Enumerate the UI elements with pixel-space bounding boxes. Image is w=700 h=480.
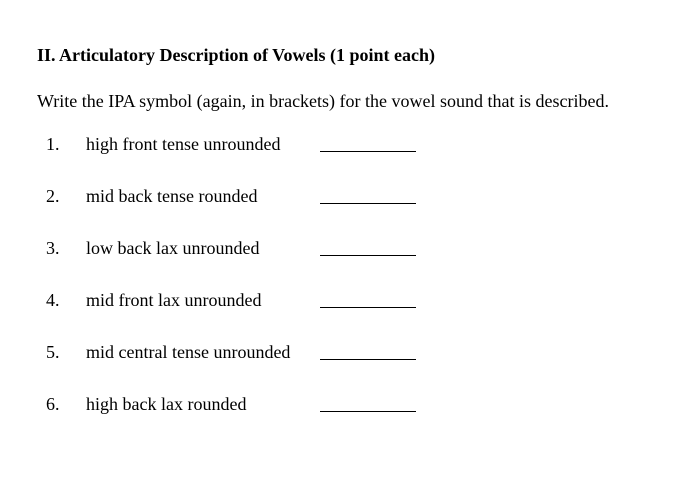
question-item bbox=[0, 394, 700, 420]
question-number: 4. bbox=[46, 290, 60, 310]
answer-blank[interactable] bbox=[320, 307, 416, 308]
question-number: 5. bbox=[46, 342, 60, 362]
answer-blank[interactable] bbox=[320, 359, 416, 360]
answer-blank[interactable] bbox=[320, 255, 416, 256]
question-item bbox=[0, 238, 700, 264]
question-number: 2. bbox=[46, 186, 60, 206]
question-description: mid front lax unrounded bbox=[86, 290, 262, 310]
answer-blank[interactable] bbox=[320, 411, 416, 412]
question-item bbox=[0, 342, 700, 368]
question-description: high back lax rounded bbox=[86, 394, 247, 414]
question-description: low back lax unrounded bbox=[86, 238, 260, 258]
instructions-text: Write the IPA symbol (again, in brackets) for the vowel sound that is described. bbox=[37, 91, 609, 111]
answer-blank[interactable] bbox=[320, 203, 416, 204]
question-description: mid back tense rounded bbox=[86, 186, 258, 206]
question-description: mid central tense unrounded bbox=[86, 342, 291, 362]
question-description: high front tense unrounded bbox=[86, 134, 281, 154]
question-item bbox=[0, 134, 700, 160]
question-number: 6. bbox=[46, 394, 60, 414]
question-number: 1. bbox=[46, 134, 60, 154]
question-number: 3. bbox=[46, 238, 60, 258]
question-item bbox=[0, 186, 700, 212]
section-heading: II. Articulatory Description of Vowels (1 point each) bbox=[37, 45, 435, 65]
question-item bbox=[0, 290, 700, 316]
answer-blank[interactable] bbox=[320, 151, 416, 152]
